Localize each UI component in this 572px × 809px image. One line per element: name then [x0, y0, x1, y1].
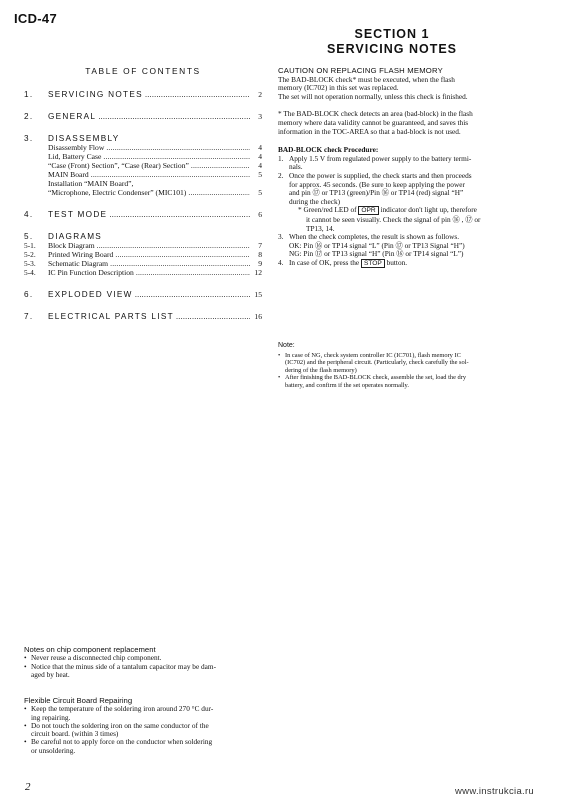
note-text: After finishing the BAD-BLOCK check, assemble the set, load the dry	[285, 374, 467, 382]
section-heading	[292, 27, 492, 56]
toc-entry-title: TEST MODE	[48, 210, 108, 219]
chip-note-text: aged by heat.	[31, 669, 70, 679]
toc-leader-dots	[109, 210, 250, 219]
toc-entry-title: Lid, Battery Case	[48, 152, 102, 161]
toc-entry-page: 15	[254, 290, 262, 299]
toc-entry-title: Schematic Diagram	[48, 259, 109, 268]
flex-note-item	[24, 722, 264, 739]
flex-note-item	[24, 705, 264, 722]
procedure-step	[278, 233, 540, 259]
procedure-step	[278, 259, 540, 269]
opr-key-label: OPR	[358, 206, 378, 215]
step-text: and pin ⑰ or TP13 (green)/Pin ⑯ or TP14 (red) signal “H”	[289, 188, 464, 198]
caution-heading: CAUTION ON REPLACING FLASH MEMORY	[278, 66, 443, 75]
step-text: Once the power is supplied, the check starts and then proceeds	[289, 170, 472, 180]
toc-entry-number: 5.	[24, 232, 34, 241]
toc-entry-number: 6.	[24, 290, 34, 299]
toc-title: TABLE OF CONTENTS	[85, 66, 201, 76]
stop-key-label: STOP	[361, 259, 385, 268]
toc-entry-number: 4.	[24, 210, 34, 219]
toc-entry-number: 5-4.	[24, 268, 36, 277]
toc-leader-dots	[103, 152, 250, 161]
note-item	[278, 374, 540, 389]
caution-text: memory (IC702) in this set was replaced.	[278, 83, 399, 93]
toc-entry-page: 6	[258, 210, 262, 219]
flex-note-text: or unsoldering.	[31, 745, 76, 755]
toc-leader-dots	[176, 312, 250, 321]
toc-entry-number: 5-1.	[24, 241, 36, 250]
bullet-icon: •	[278, 351, 281, 359]
toc-entry-page: 4	[258, 152, 262, 161]
toc-entry-title: IC Pin Function Description	[48, 268, 134, 277]
step-text: during the check)	[289, 196, 341, 206]
step-number: 2.	[278, 170, 284, 180]
toc-entry-number: 1.	[24, 90, 34, 99]
toc-entry-page: 4	[258, 161, 262, 170]
flash-memory-caution	[278, 67, 540, 268]
toc-entry	[24, 290, 262, 299]
toc-entry-page: 9	[258, 259, 262, 268]
procedure-heading-colon: :	[375, 145, 379, 155]
step-number: 1.	[278, 153, 284, 163]
toc-entry	[24, 250, 262, 259]
chip-note-text: Never reuse a disconnected chip component.	[31, 653, 162, 663]
flex-note-text: Be careful not to apply force on the conductor when soldering	[31, 737, 213, 747]
toc-entry-page: 5	[258, 188, 262, 197]
bullet-icon: •	[24, 653, 27, 663]
chip-component-notes	[24, 646, 264, 679]
led-note-text: TP13, 14.	[306, 223, 335, 233]
toc-entry-title: Block Diagram	[48, 241, 95, 250]
toc-entry	[24, 268, 262, 277]
toc-entry	[24, 134, 262, 143]
toc-entry-title: SERVICING NOTES	[48, 90, 143, 99]
note-text: dering of the flash memory)	[285, 366, 357, 374]
toc-entry	[24, 188, 262, 197]
flex-note-text: Do not touch the soldering iron on the same conductor of the	[31, 720, 209, 730]
toc-leader-dots	[115, 250, 250, 259]
toc-entry-number: 5-3.	[24, 259, 36, 268]
toc-leader-dots	[91, 170, 250, 179]
toc-list	[24, 90, 262, 321]
toc-entry-number: 2.	[24, 112, 34, 121]
caution-text: The set will not operation normally, unless this check is finished.	[278, 91, 468, 101]
step-text: for approx. 45 seconds. (Be sure to keep applying the power	[289, 179, 465, 189]
toc-entry-page: 12	[254, 268, 262, 277]
step-text: In case of OK, press the	[289, 257, 361, 267]
toc-entry	[24, 161, 262, 170]
step-text: button.	[384, 257, 408, 267]
procedure-step	[278, 172, 540, 206]
toc-entry	[24, 241, 262, 250]
toc-entry-number: 3.	[24, 134, 34, 143]
toc-entry-title: Printed Wiring Board	[48, 250, 114, 259]
table-of-contents	[24, 66, 262, 321]
toc-entry-page: 7	[258, 241, 262, 250]
toc-entry-page: 8	[258, 250, 262, 259]
toc-entry-page: 3	[258, 112, 262, 121]
step-text: nals.	[289, 162, 303, 172]
toc-entry-title: MAIN Board	[48, 170, 89, 179]
chip-note-item	[24, 663, 264, 680]
toc-entry-page: 2	[258, 90, 262, 99]
procedure-step	[278, 155, 540, 172]
flex-note-item	[24, 738, 264, 755]
toc-leader-dots	[97, 241, 250, 250]
toc-entry	[24, 143, 262, 152]
bullet-icon: •	[24, 661, 27, 671]
chip-note-text: Notice that the minus side of a tantalum capacitor may be dam-	[31, 661, 216, 671]
caution-text: The BAD-BLOCK check* must be executed, when the flash	[278, 74, 455, 84]
toc-entry-title: EXPLODED VIEW	[48, 290, 133, 299]
toc-entry	[24, 170, 262, 179]
toc-entry-title: ELECTRICAL PARTS LIST	[48, 312, 174, 321]
toc-entry	[24, 179, 262, 188]
toc-entry-title: “Microphone, Electric Condenser” (MIC101)	[48, 188, 187, 197]
toc-entry-number: 7.	[24, 312, 34, 321]
led-note-text: * Green/red LED of	[298, 205, 359, 215]
step-number: 3.	[278, 232, 284, 242]
toc-entry-page: 5	[258, 170, 262, 179]
toc-entry-title: Disassembly Flow	[48, 143, 105, 152]
flex-note-text: Keep the temperature of the soldering iron around 270 °C dur-	[31, 704, 214, 714]
toc-entry	[24, 210, 262, 219]
section-number: SECTION 1	[354, 27, 430, 41]
toc-entry-number: 5-2.	[24, 250, 36, 259]
toc-entry-page: 4	[258, 143, 262, 152]
bad-block-definition: memory where data validity cannot be guaranteed, and saves this	[278, 117, 469, 127]
toc-leader-dots	[145, 90, 250, 99]
toc-entry	[24, 90, 262, 99]
flex-repair-heading: Flexible Circuit Board Repairing	[24, 696, 133, 705]
ng-note	[278, 342, 540, 390]
step-number: 4.	[278, 257, 284, 267]
flexible-board-repair	[24, 697, 264, 755]
toc-leader-dots	[188, 188, 250, 197]
step-text: When the check completes, the result is shown as follows.	[289, 232, 460, 242]
toc-entry-title: “Case (Front) Section”, “Case (Rear) Section”	[48, 161, 189, 170]
toc-entry-title: GENERAL	[48, 112, 97, 121]
procedure-heading-text: BAD-BLOCK check Procedure	[278, 145, 376, 155]
chip-notes-heading: Notes on chip component replacement	[24, 645, 156, 654]
toc-leader-dots	[136, 268, 250, 277]
bullet-icon: •	[278, 374, 281, 382]
result-ok: OK: Pin ⑯ or TP14 signal “L” (Pin ⑰ or TP13 Signal “H”)	[289, 240, 465, 250]
model-name: ICD-47	[14, 11, 57, 26]
bullet-icon: •	[24, 720, 27, 730]
flex-note-text: ing repairing.	[31, 712, 71, 722]
note-text: battery, and confirm if the set operates normally.	[285, 381, 409, 389]
bullet-icon: •	[24, 737, 27, 747]
note-item	[278, 352, 540, 375]
toc-entry	[24, 312, 262, 321]
led-note-text: it cannot be seen visually. Check the signal of pin ⑯ , ⑰ or	[306, 214, 481, 224]
section-title: SERVICING NOTES	[326, 42, 458, 56]
toc-leader-dots	[191, 161, 250, 170]
result-ng: NG: Pin ⑰ or TP13 signal “H” (Pin ⑯ or TP14 signal “L”)	[289, 249, 464, 259]
toc-leader-dots	[98, 112, 250, 121]
bad-block-definition: * The BAD-BLOCK check detects an area (bad-block) in the flash	[278, 109, 473, 119]
toc-leader-dots	[106, 143, 250, 152]
toc-entry	[24, 112, 262, 121]
page-number: 2	[25, 781, 31, 793]
note-text: In case of NG, check system controller IC (IC701), flash memory IC	[285, 351, 461, 359]
toc-entry-title: DISASSEMBLY	[48, 134, 120, 143]
toc-entry	[24, 152, 262, 161]
bullet-icon: •	[24, 704, 27, 714]
note-text: (IC702) and the peripheral circuit. (Particularly, check carefully the sol-	[285, 359, 469, 367]
note-heading: Note:	[278, 342, 295, 349]
led-note-text: indicator don't light up, therefore	[378, 205, 477, 215]
toc-entry-title: DIAGRAMS	[48, 232, 103, 241]
flex-note-text: circuit board. (within 3 times)	[31, 729, 119, 739]
toc-entry-title: Installation “MAIN Board”,	[48, 179, 134, 188]
step-text: Apply 1.5 V from regulated power supply to the battery termi-	[289, 153, 472, 163]
watermark: www.instrukcia.ru	[455, 786, 535, 797]
toc-leader-dots	[135, 290, 250, 299]
bad-block-definition: information in the TOC-AREA so that a bad-block is not used.	[278, 126, 461, 136]
toc-leader-dots	[110, 259, 250, 268]
toc-entry	[24, 232, 262, 241]
toc-entry-page: 16	[254, 312, 262, 321]
toc-entry	[24, 259, 262, 268]
